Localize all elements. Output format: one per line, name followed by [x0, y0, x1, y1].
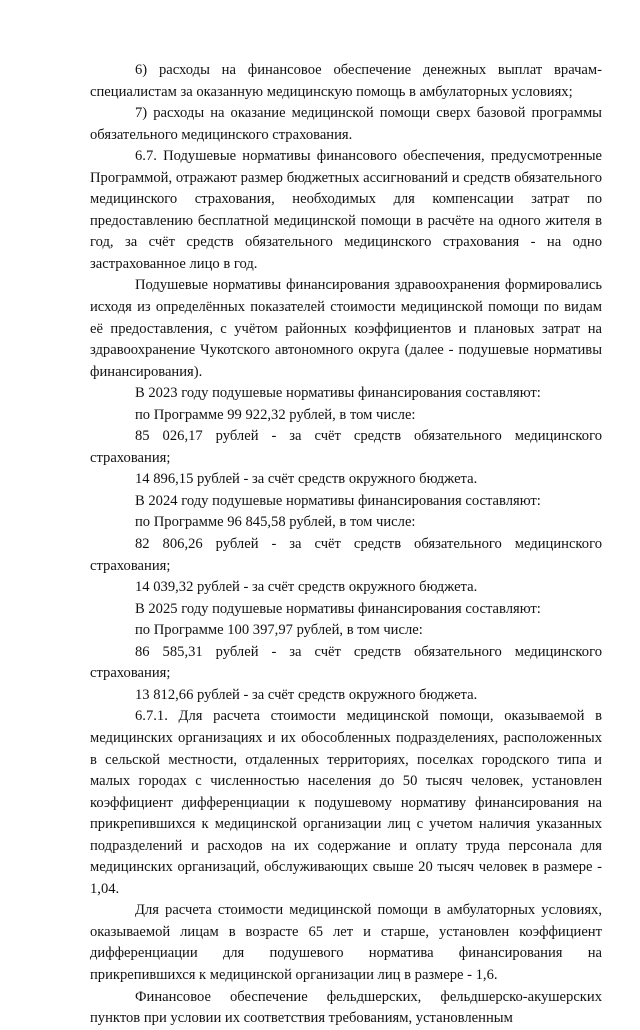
paragraph: 86 585,31 рублей - за счёт средств обязательного медицинского страхования; — [90, 643, 602, 682]
paragraph: 14 039,32 рублей - за счёт средств окружного бюджета. — [135, 579, 478, 596]
paragraph: 82 806,26 рублей - за счёт средств обязательного медицинского страхования; — [90, 536, 602, 574]
paragraph: В 2025 году подушевые нормативы финансирования составляют: — [135, 600, 541, 617]
paragraph: Для расчета стоимости медицинской помощи в амбулаторных условиях, оказываемой лицам в возрасте 65 лет и старше, установлен коэффициент дифференциации для подушевого норматива финансирования на прикрепившихся к медицинской организации лиц в размере - 1,6. — [90, 902, 602, 983]
paragraph: 13 812,66 рублей - за счёт средств окружного бюджета. — [135, 686, 478, 703]
paragraph: 6) расходы на финансовое обеспечение денежных выплат врачам-специалистам за оказанную медицинскую помощь в амбулаторных условиях; — [90, 62, 602, 100]
paragraph: Подушевые нормативы финансирования здравоохранения формировались исходя из определённых показателей стоимости медицинской помощи по видам её предоставления, с учётом районных коэффициентов и плановых затрат на здравоохранение Чукотского автономного округа (далее - подушевые нормативы финансирования). — [90, 277, 602, 380]
paragraph: 7) расходы на оказание медицинской помощи сверх базовой программы обязательного медицинского страхования. — [90, 105, 602, 143]
paragraph: по Программе 96 845,58 рублей, в том числе: — [135, 514, 416, 531]
paragraph: Финансовое обеспечение фельдшерских, фельдшерско-акушерских пунктов при условии их соответствия требованиям, установленным — [90, 988, 602, 1027]
paragraph: 6.7. Подушевые нормативы финансового обеспечения, предусмотренные Программой, отражают размер бюджетных ассигнований и средств обязательного медицинского страхования, необходимых для компенсации затрат по предоставлению бесплатной медицинской помощи в расчёте на одного жителя в год, за счёт средств обязательного медицинского страхования - на одно застрахованное лицо в год. — [90, 148, 602, 272]
paragraph: В 2024 году подушевые нормативы финансирования составляют: — [135, 492, 541, 509]
paragraph: по Программе 100 397,97 рублей, в том числе: — [135, 622, 423, 639]
paragraph: 6.7.1. Для расчета стоимости медицинской помощи, оказываемой в медицинских организациях и их обособленных подразделениях, расположенных в сельской местности, отдаленных территориях, поселках городского типа и малых городах с численностью населения до 50 тысяч человек, установлен коэффициент дифференциации к подушевому нормативу финансирования на прикрепившихся к медицинской организации лиц с учетом наличия указанных подразделений и расходов на их содержание и оплату труда персонала для медицинских организаций, обслуживающих свыше 20 тысяч человек в размере - 1,04. — [90, 708, 602, 897]
paragraph: 85 026,17 рублей - за счёт средств обязательного медицинского страхования; — [90, 428, 602, 466]
paragraph: по Программе 99 922,32 рублей, в том числе: — [135, 406, 416, 423]
paragraph: 14 896,15 рублей - за счёт средств окружного бюджета. — [135, 471, 478, 488]
paragraph: В 2023 году подушевые нормативы финансирования составляют: — [135, 385, 541, 402]
